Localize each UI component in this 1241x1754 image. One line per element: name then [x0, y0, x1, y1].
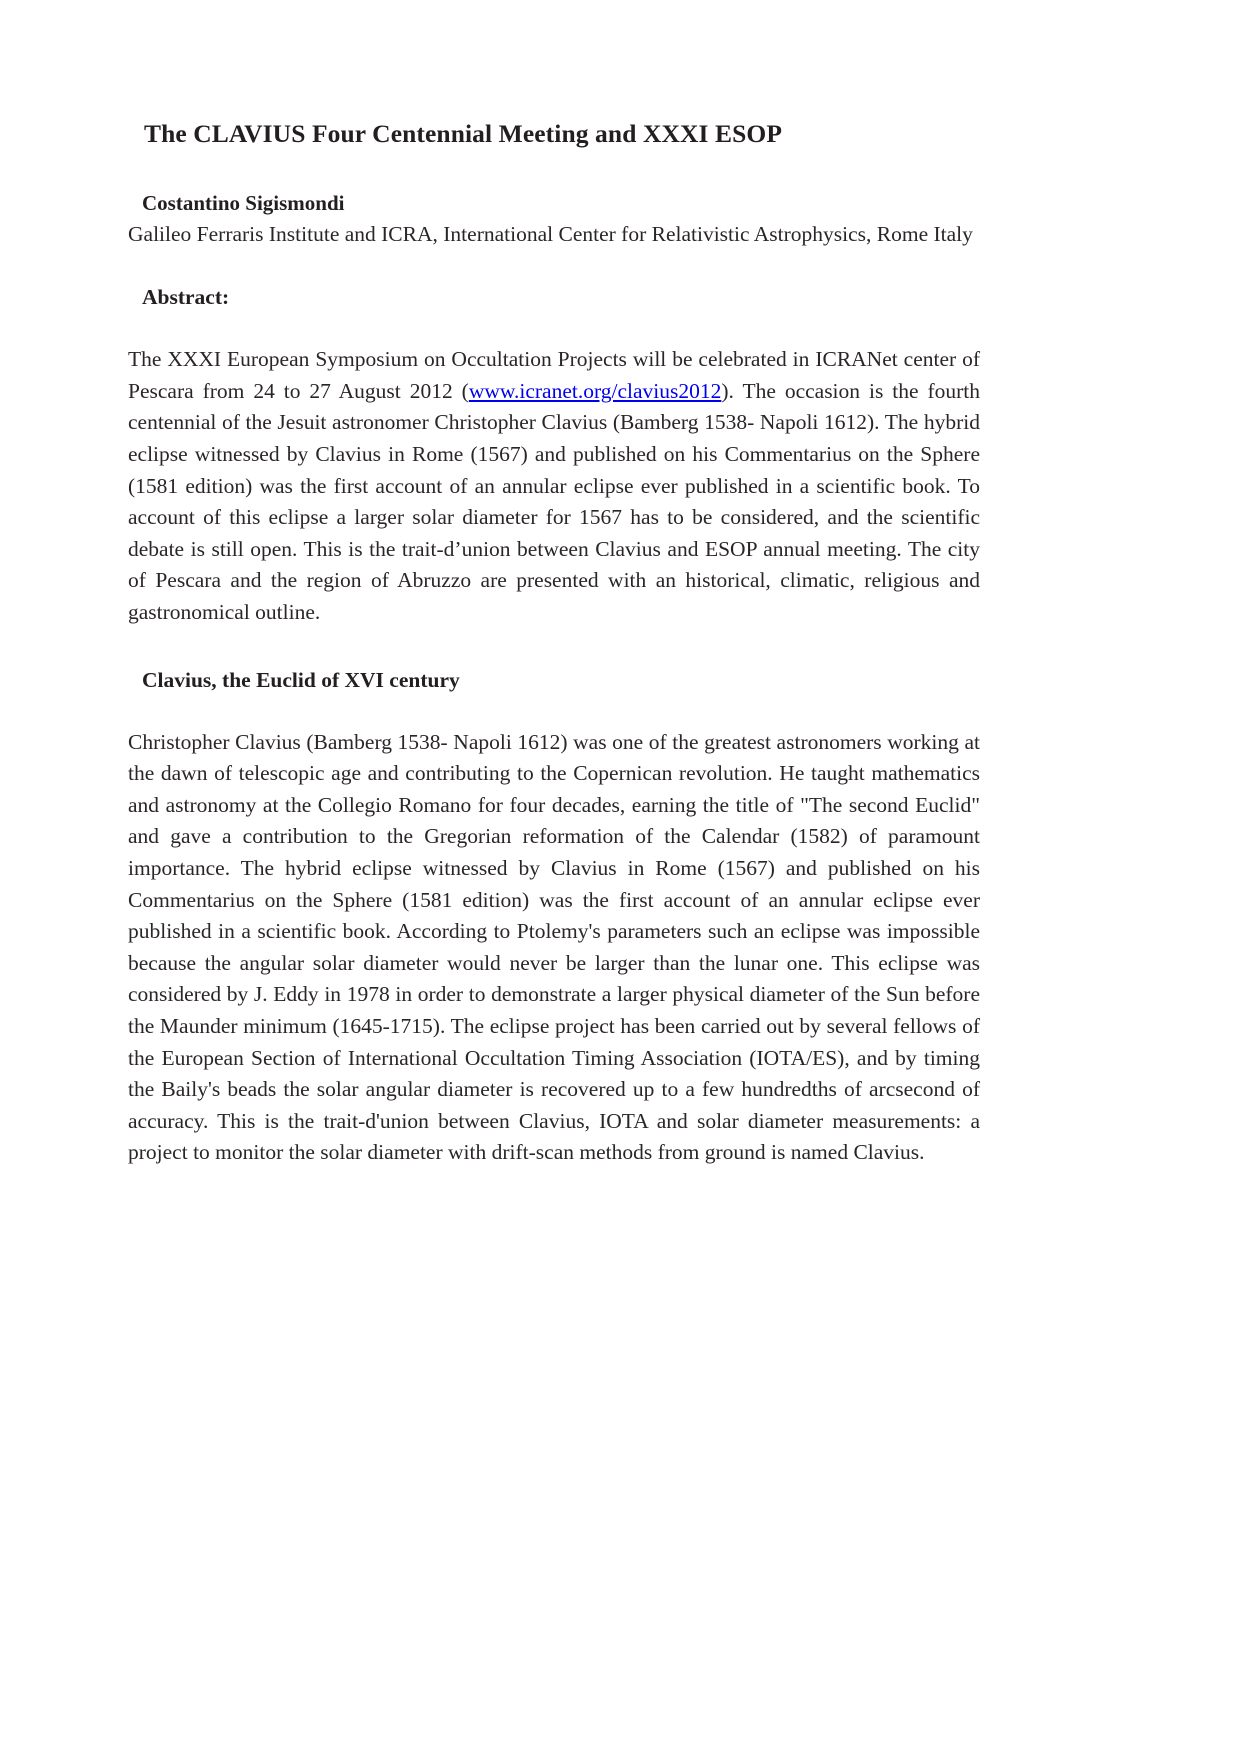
section-heading-clavius-euclid: Clavius, the Euclid of XVI century	[142, 667, 460, 692]
document-content	[128, 118, 980, 1169]
author-affiliation: Galileo Ferraris Institute and ICRA, International Center for Relativistic Astrophysics, Rome Italy	[128, 222, 973, 247]
page-title: The CLAVIUS Four Centennial Meeting and XXXI ESOP	[144, 119, 782, 148]
abstract-text-before-link: The XXXI European Symposium on Occultation Projects will be celebrated in ICRANet center of Pescara from 24 to 27 August 2012 (	[128, 347, 980, 403]
section-body-paragraph: Christopher Clavius (Bamberg 1538- Napoli 1612) was one of the greatest astronomers working at the dawn of telescopic age and contributing to the Copernican revolution. He taught mathematics and astronomy at the Collegio Romano for four decades, earning the title of "The second Euclid" and gave a contribution to the Gregorian reformation of the Calendar (1582) of paramount importance. The hybrid eclipse witnessed by Clavius in Rome (1567) and published on his Commentarius on the Sphere (1581 edition) was the first account of an annular eclipse ever published in a scientific book. According to Ptolemy's parameters such an eclipse was impossible because the angular solar diameter would never be larger than the lunar one. This eclipse was considered by J. Eddy in 1978 in order to demonstrate a larger physical diameter of the Sun before the Maunder minimum (1645-1715). The eclipse project has been carried out by several fellows of the European Section of International Occultation Timing Association (IOTA/ES), and by timing the Baily's beads the solar angular diameter is recovered up to a few hundredths of arcsecond of accuracy. This is the trait-d'union between Clavius, IOTA and solar diameter measurements: a project to monitor the solar diameter with drift-scan methods from ground is named Clavius.	[128, 729, 980, 1165]
abstract-heading: Abstract:	[142, 285, 230, 310]
author-name: Costantino Sigismondi	[142, 190, 345, 215]
icranet-clavius2012-link[interactable]: www.icranet.org/clavius2012	[468, 378, 722, 403]
abstract-text-after-link: ). The occasion is the fourth centennial of the Jesuit astronomer Christopher Clavius (Bamberg 1538- Napoli 1612). The hybrid eclipse witnessed by Clavius in Rome (1567) and published on his Commentarius on the Sphere (1581 edition) was the first account of an annular eclipse ever published in a scientific book. To account of this eclipse a larger solar diameter for 1567 has to be considered, and the scientific debate is still open. This is the trait-d’union between Clavius and ESOP annual meeting. The city of Pescara and the region of Abruzzo are presented with an historical, climatic, religious and gastronomical outline.	[128, 378, 980, 625]
abstract-paragraph	[128, 344, 980, 628]
